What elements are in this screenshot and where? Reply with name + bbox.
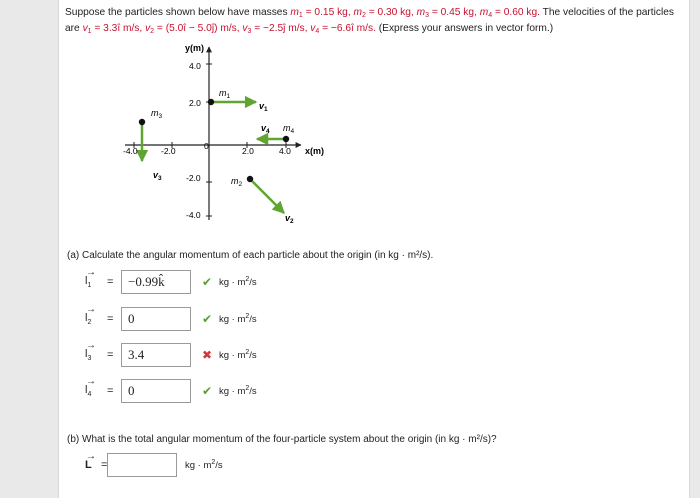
x-tick-label: 0: [204, 141, 209, 151]
v2-text: = (5.0î − 5.0ĵ) m/s,: [154, 23, 243, 34]
v2-value: [145, 23, 242, 34]
equals-sign: =: [101, 459, 108, 471]
l2-answer-input[interactable]: [121, 307, 191, 331]
v3-sub: 3: [247, 28, 252, 35]
v2-arrow: [250, 179, 284, 213]
vector-arrow-icon: →: [86, 266, 96, 278]
checkmark-icon: ✔: [201, 312, 213, 326]
problem-mid: The velocities of the particles are: [65, 7, 674, 34]
v4-value: [310, 23, 376, 34]
l1-label: [85, 266, 107, 290]
equals-sign: =: [107, 276, 114, 288]
v1-text: = 3.3î m/s,: [91, 23, 146, 34]
answer-row-l1: [85, 266, 257, 295]
v1-label: $v_1$: [259, 101, 268, 113]
m3-particle: [139, 119, 145, 125]
x-axis-label: x(m): [305, 146, 325, 156]
v1-sub: 1: [87, 28, 92, 35]
total-l-label: [85, 451, 107, 471]
checkmark-icon: ✔: [201, 384, 213, 398]
l3-answer-input[interactable]: [121, 343, 191, 367]
y-tick-label: -2.0: [186, 173, 201, 183]
v3-label: $v_3$: [153, 170, 162, 182]
m2-label: $m_2$: [231, 176, 243, 188]
question-panel: [58, 0, 690, 498]
m3-sub: 3: [425, 12, 430, 19]
unit-label: kg · $m^2/s$: [219, 312, 257, 326]
m4-label: $m_4$: [283, 123, 295, 135]
vector-arrow-icon: →: [86, 375, 96, 387]
m4-text: = 0.60 kg.: [492, 7, 540, 18]
equals-sign: =: [107, 349, 114, 361]
m4-particle: [283, 136, 289, 142]
l4-label: [85, 375, 107, 399]
unit-label: kg · $m^2/s$: [219, 275, 257, 289]
l4-symbol: l: [85, 383, 88, 396]
problem-tail: (Express your answers in vector form.): [375, 23, 554, 34]
m1-symbol: m: [290, 7, 299, 18]
checkmark-icon: ✔: [201, 275, 213, 289]
m3-text: = 0.45 kg,: [429, 7, 480, 18]
equals-sign: =: [107, 385, 114, 397]
m3-label: $m_3$: [151, 108, 163, 120]
m2-sub: 2: [362, 12, 366, 19]
unit-label: kg · $m^2/s$: [219, 348, 257, 362]
unit-label: kg · $m^2/s$: [219, 384, 257, 398]
problem-intro: Suppose the particles shown below have masses: [65, 7, 291, 18]
total-l-symbol: L: [85, 459, 92, 471]
v4-sub: 4: [315, 28, 320, 35]
y-tick-label: -4.0: [186, 210, 201, 220]
m2-value: [354, 7, 417, 18]
m2-symbol: m: [353, 7, 362, 18]
m4-sub: 4: [488, 12, 493, 19]
l4-sub: 4: [87, 391, 92, 399]
m1-particle: [208, 99, 214, 105]
v1-value: [83, 23, 146, 34]
x-tick-label: 2.0: [242, 146, 254, 156]
vector-arrow-icon: →: [86, 451, 96, 462]
v2-label: $v_2$: [285, 213, 294, 225]
y-axis-label: y(m): [185, 43, 205, 53]
m2-particle: [247, 176, 253, 182]
l2-label: [85, 303, 107, 327]
m2-text: = 0.30 kg,: [365, 7, 417, 18]
v4-label: $v_4$: [261, 123, 270, 135]
answer-row-l3: [85, 339, 257, 368]
m1-sub: 1: [298, 12, 303, 19]
x-tick-label: -4.0: [123, 146, 138, 156]
y-tick-label: 2.0: [189, 98, 201, 108]
m3-value: [417, 7, 480, 18]
vector-arrow-icon: →: [86, 339, 96, 351]
l1-answer-input[interactable]: [121, 270, 191, 294]
v2-symbol: v: [145, 23, 151, 34]
l1-symbol: l: [85, 274, 88, 287]
y-tick-label: 4.0: [189, 61, 201, 71]
v3-symbol: v: [242, 23, 248, 34]
v3-text: = −2.5ĵ m/s,: [251, 23, 311, 34]
cross-icon: ✖: [201, 348, 213, 362]
particle-diagram: [59, 38, 689, 238]
answer-row-total-l: [85, 452, 223, 478]
m4-symbol: m: [479, 7, 489, 18]
problem-statement: [65, 5, 683, 37]
v4-text: = −6.6î m/s.: [319, 23, 376, 34]
vector-arrow-icon: →: [86, 303, 96, 315]
l3-symbol: l: [85, 347, 88, 360]
l3-sub: 3: [87, 355, 92, 363]
l3-label: [85, 339, 107, 363]
unit-label: kg · $m^2/s$: [185, 458, 223, 472]
l2-sub: 2: [87, 319, 92, 327]
x-tick-label: -2.0: [161, 146, 176, 156]
m1-value: [290, 7, 353, 18]
m4-value: [480, 7, 540, 18]
part-a-prompt: (a) Calculate the angular momentum of each particle about the origin (in kg · m²/s).: [67, 250, 434, 261]
v1-symbol: v: [82, 23, 88, 34]
answer-row-l2: [85, 303, 257, 332]
l2-symbol: l: [85, 311, 88, 324]
equals-sign: =: [107, 313, 114, 325]
x-tick-label: 4.0: [279, 146, 291, 156]
m3-symbol: m: [416, 7, 426, 18]
total-l-answer-input[interactable]: [107, 453, 177, 477]
l1-sub: 1: [87, 282, 92, 290]
v2-sub: 2: [150, 28, 155, 35]
m1-text: = 0.15 kg,: [302, 7, 354, 18]
l4-answer-input[interactable]: [121, 379, 191, 403]
m1-label: $m_1$: [219, 88, 231, 100]
answer-row-l4: [85, 375, 257, 404]
v3-value: [242, 23, 310, 34]
part-b-prompt: (b) What is the total angular momentum of the four-particle system about the origin (in kg · m²/s)?: [67, 434, 497, 445]
v4-symbol: v: [310, 23, 316, 34]
